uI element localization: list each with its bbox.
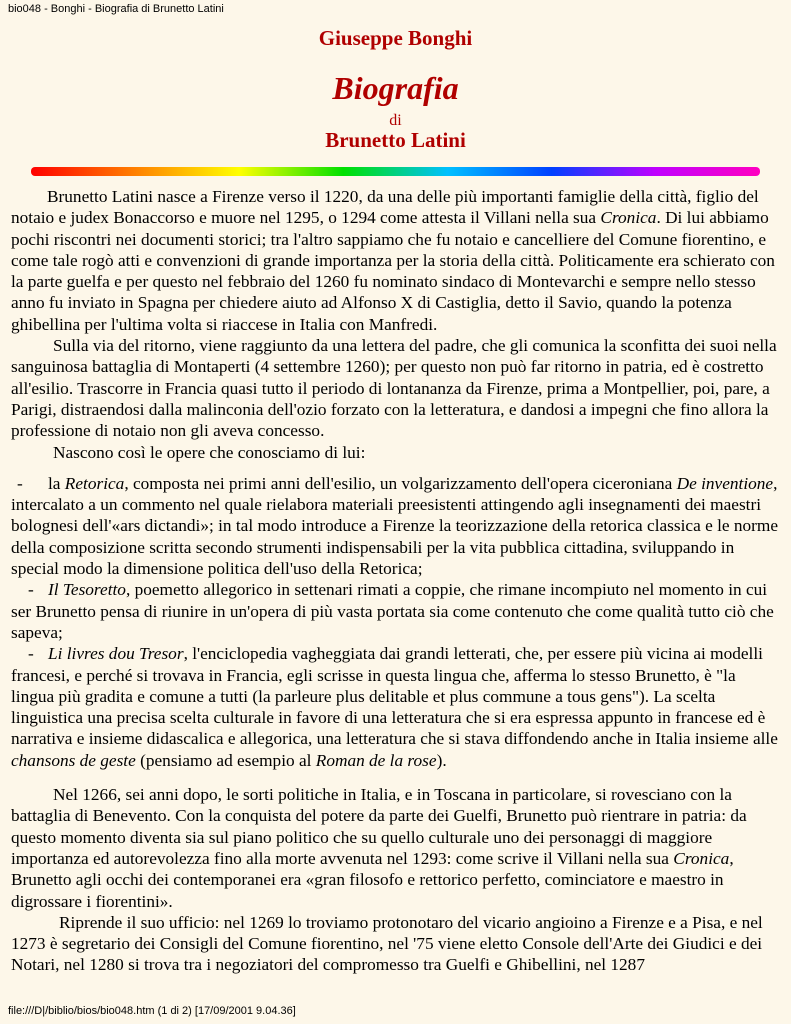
text-run: . Di lui abbiamo pochi riscontri nei documenti storici; tra l'altro sappiamo che fu notaio e cancelliere del Comune fiorentino, e come tale rogò atti e convenzioni di grande importanza per la storia della città. Politicamente era schierato con la parte guelfa e per questo nel febbraio del 1260 fu nominato sindaco di Montevarchi e sempre nello stesso anno fu inviato in Spagna per chiedere aiuto ad Alfonso X di Castiglia, detto il Savio, quando la potenza ghibellina per l'ultima volta si riaccese in Italia con Manfredi. — [11, 208, 775, 334]
work-title: Il Tesoretto — [48, 580, 126, 600]
work-title: Cronica — [600, 208, 657, 228]
text-run: (pensiamo ad esempio al — [135, 750, 316, 770]
page-footer: file:///D|/biblio/bios/bio048.htm (1 di 2) [17/09/2001 9.04.36] — [8, 1005, 296, 1017]
text-run: Riprende il suo ufficio: nel 1269 lo troviamo protonotaro del vicario angioino a Firenze e a Pisa, e nel 1273 è segretario dei Consigli del Comune fiorentino, nel '75 viene eletto Console dell'Arte dei Giudici e dei Notari, nel 1280 si trova tra i negoziatori del compromesso tra Guelfi e Ghibellini, nel 1287 — [11, 912, 763, 975]
text-run: , composta nei primi anni dell'esilio, un volgarizzamento dell'opera ciceroniana — [124, 473, 677, 493]
page-title: Biografia — [332, 70, 459, 106]
text-run: la — [48, 473, 65, 493]
list-item-retorica — [11, 473, 781, 579]
work-title: De inventione — [676, 473, 774, 493]
rainbow-divider — [31, 167, 760, 176]
text-run: Nel 1266, sei anni dopo, le sorti politiche in Italia, e in Toscana in particolare, si rovesciano con la battaglia di Benevento. Con la conquista del potere da parte dei Guelfi, Brunetto può rientrare in patria: da questo momento diventa sia sul piano politico che su quello culturale uno dei personaggi di maggiore importanza ed autorevolezza fino alla morte avvenuta nel 1293: come scrive il Villani nella sua — [11, 785, 747, 868]
work-title: Roman de la rose — [315, 750, 437, 770]
page-tab-title: bio048 - Bonghi - Biografia di Brunetto Latini — [8, 3, 224, 15]
paragraph-birth — [11, 186, 781, 335]
work-title: Li livres dou Tresor — [48, 644, 184, 664]
list-dash: - — [17, 473, 23, 493]
paragraph-works-intro — [11, 442, 781, 463]
text-run: , l'enciclopedia vagheggiata dai grandi letterati, che, per essere più vicina ai modelli francesi, e perché si trovava in Francia, egli scrisse in questa lingua che, afferma lo stesso Brunetto, è "la lingua più gradita e comune a tutti (la parleure plus delitable et plus commune a tous gens"). La scelta linguistica una precisa scelta culturale in favore di una letteratura che si era espressa appunto in francese ed è narrativa e insieme didascalica e allegorica, una letteratura che si stava diffondendo anche in Italia insieme alle — [11, 644, 778, 749]
list-item-tesoretto — [11, 579, 781, 643]
text-run: , poemetto allegorico in settenari rimati a coppie, che rimane incompiuto nel momento in cui ser Brunetto pensa di riunire in un'opera di più vasta portata sia come contenuto che come qualità tutto ciò che sapeva; — [11, 580, 774, 642]
text-run: , intercalato a un commento nel quale rielabora materiali preesistenti attingendo agli insegnamenti dei maestri bolognesi dell'«ars dictandi»; in tal modo introduce a Firenze la teorizzazione della retorica classica e le norme della composizione scritta secondo strumenti indispensabili per la vita pubblica cittadina, sviluppando in special modo la dimensione politica dell'uso della Retorica; — [11, 473, 779, 579]
text-run: Brunetto Latini nasce a Firenze verso il 1220, da una delle più importanti famiglie della città, figlio del notaio e judex Bonaccorso e muore nel 1295, o 1294 come attesta il Villani nella sua — [11, 187, 759, 228]
biography-text — [11, 186, 781, 976]
work-title: chansons de geste — [11, 750, 136, 770]
author-name: Giuseppe Bonghi — [318, 26, 473, 50]
list-item-tresor — [11, 643, 781, 771]
list-dash: - — [28, 644, 34, 664]
subject-name: Brunetto Latini — [325, 128, 466, 152]
paragraph-return — [11, 784, 781, 912]
title-connector: di — [389, 112, 402, 129]
work-title: Cronica — [673, 848, 730, 868]
text-run: , Brunetto agli occhi dei contemporanei era «gran filosofo e rettorico perfetto, cominciatore e maestro in digrossare i fiorentini». — [11, 848, 734, 911]
list-dash: - — [28, 580, 34, 600]
work-title: Retorica — [64, 473, 125, 493]
paragraph-offices — [11, 912, 781, 976]
paragraph-exile — [11, 335, 781, 441]
text-run: Sulla via del ritorno, viene raggiunto da una lettera del padre, che gli comunica la sconfitta dei suoi nella sanguinosa battaglia di Montaperti (4 settembre 1260); per questo non può far ritorno in patria, ed è costretto all'esilio. Trascorre in Francia quasi tutto il periodo di lontananza da Firenze, prima a Montpellier, poi, pare, a Parigi, distraendosi dalla malinconia dell'ozio forzato con la letteratura, e dandosi a impegni che fino allora la professione di notaio non gli aveva concesso. — [11, 336, 777, 441]
text-run: Nascono così le opere che conosciamo di lui: — [53, 442, 366, 462]
text-run: ). — [436, 750, 447, 770]
